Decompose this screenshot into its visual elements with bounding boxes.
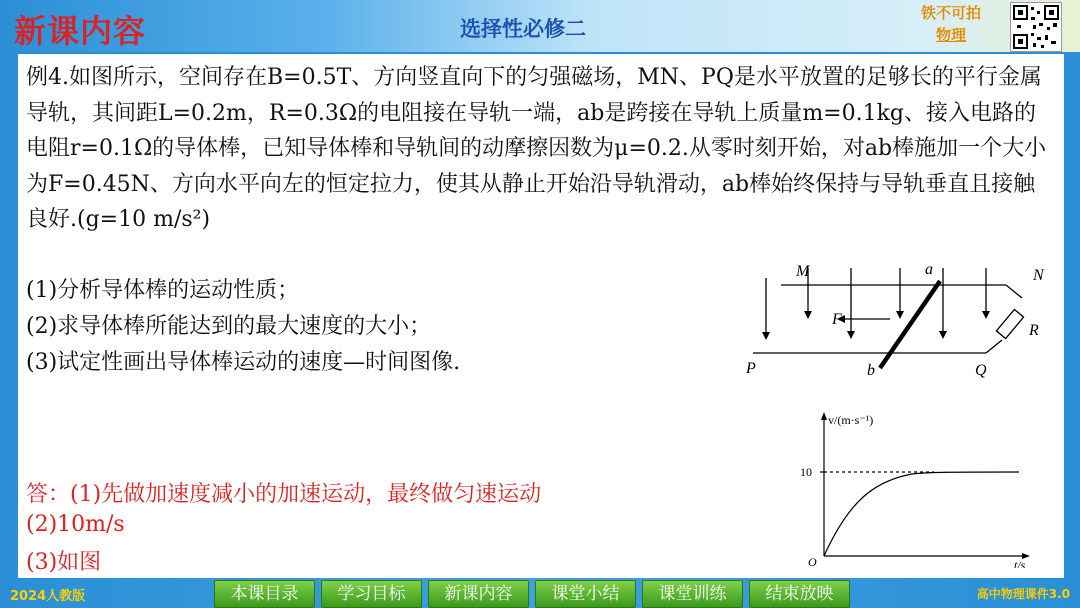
graph-origin: O	[808, 555, 817, 568]
nav-summary-button[interactable]: 课堂小结	[535, 580, 636, 608]
label-P: P	[746, 360, 756, 377]
answer-3: (3)如图	[26, 550, 102, 575]
course-subtitle: 选择性必修二	[460, 17, 586, 41]
nav-contents-button[interactable]: 本课目录	[214, 580, 315, 608]
brand-line-1: 铁不可拍	[920, 4, 981, 22]
content-panel	[18, 54, 1064, 578]
brand-logo	[905, 2, 997, 50]
nav-end-show-button[interactable]: 结束放映	[749, 580, 850, 608]
question-1: (1)分析导体棒的运动性质；	[26, 278, 300, 303]
question-2: (2)求导体棒所能达到的最大速度的大小；	[26, 314, 432, 339]
label-M: M	[796, 263, 810, 280]
circuit-diagram	[718, 258, 1048, 388]
label-Q: Q	[975, 362, 987, 379]
header-bar	[0, 0, 1080, 52]
label-R: R	[1029, 322, 1039, 339]
velocity-time-graph	[794, 406, 1054, 568]
answer-2: (2)10m/s	[26, 512, 125, 537]
label-b: b	[867, 362, 875, 379]
nav-practice-button[interactable]: 课堂训练	[642, 580, 743, 608]
graph-y-label: v/(m·s⁻¹)	[828, 413, 874, 427]
nav-goals-button[interactable]: 学习目标	[321, 580, 422, 608]
edition-label: 2024人教版	[10, 589, 86, 604]
problem-statement: 例4.如图所示，空间存在B=0.5T、方向竖直向下的匀强磁场，MN、PQ是水平放置的足够长的平行金属导轨，其间距L=0.2m，R=0.3Ω的电阻接在导轨一端，ab是跨接在导轨上质量m=0.1kg、接入电路的电阻r=0.1Ω的导体棒，已知导体棒和导轨间的动摩擦因数为μ=0.2.从零时刻开始，对ab棒施加一个大小为F=0.45N、方向水平向左的恒定拉力，使其从静止开始沿导轨滑动，ab棒始终保持与导轨垂直且接触良好.(g=10 m/s²)	[26, 65, 1047, 232]
label-N: N	[1033, 267, 1044, 284]
section-title: 新课内容	[14, 12, 147, 50]
brand-line-2: 物理	[935, 26, 966, 44]
answer-1: 答：(1)先做加速度减小的加速运动，最终做匀速运动	[26, 482, 542, 507]
nav-new-content-button[interactable]: 新课内容	[428, 580, 529, 608]
question-3: (3)试定性画出导体棒运动的速度—时间图像.	[26, 350, 461, 375]
footer-bar	[0, 578, 1080, 608]
graph-y-tick: 10	[800, 465, 812, 479]
qr-code-icon	[1010, 2, 1062, 52]
label-a: a	[925, 261, 933, 278]
courseware-label: 高中物理课件3.0	[976, 587, 1070, 601]
graph-x-label: t/s	[1014, 558, 1026, 568]
label-F: F	[832, 311, 842, 328]
